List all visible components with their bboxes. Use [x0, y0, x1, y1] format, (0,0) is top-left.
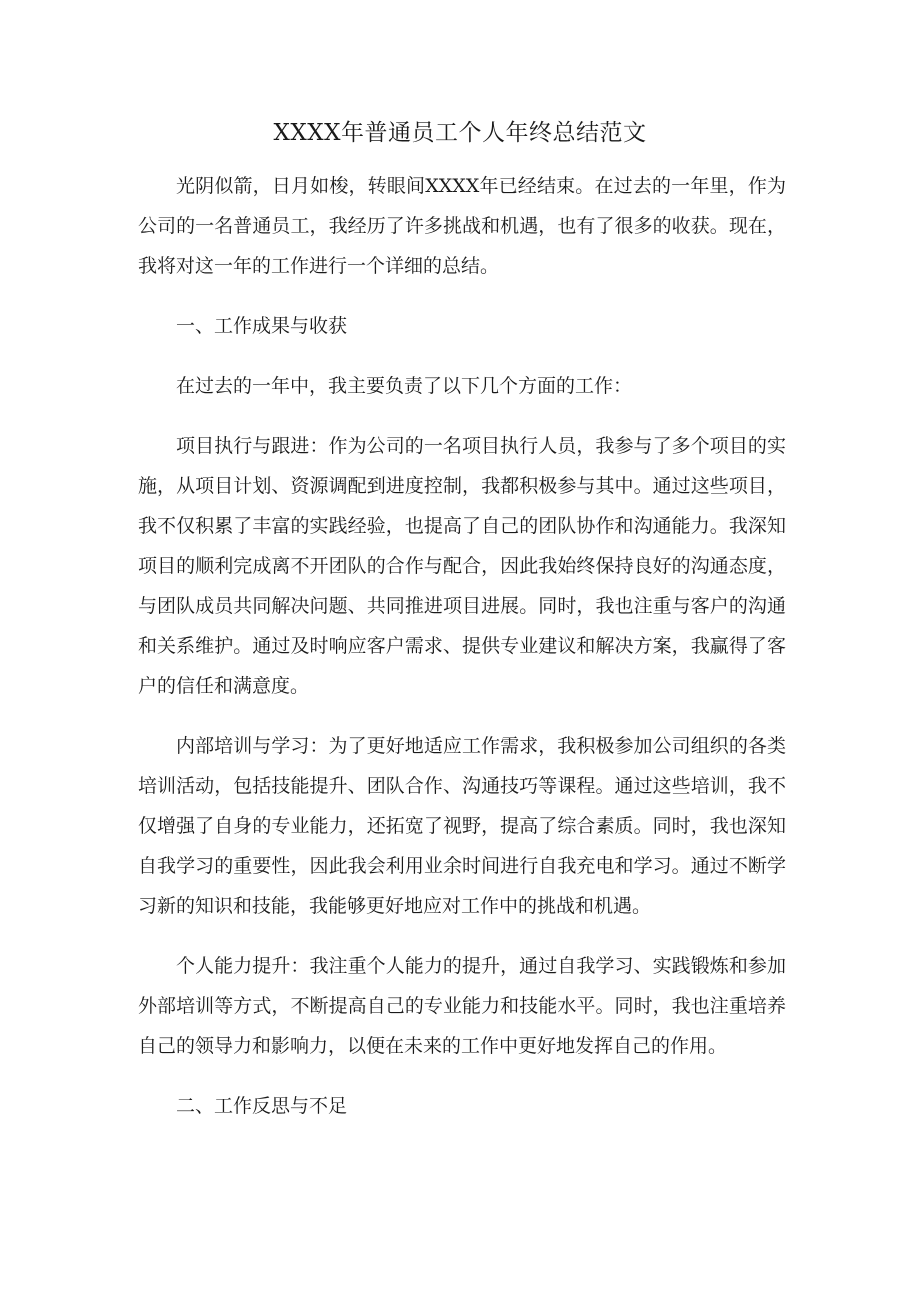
section-heading-1: 一、工作成果与收获: [176, 315, 348, 337]
paragraph-intro: 光阴似箭，日月如梭，转眼间XXXX年已经结束。在过去的一年里，作为公司的一名普通员工，我经历了许多挑战和机遇，也有了很多的收获。现在，我将对这一年的工作进行一个详细的总结。: [138, 175, 786, 277]
document-body: [138, 166, 786, 1146]
paragraph-project-execution: 项目执行与跟进：作为公司的一名项目执行人员，我参与了多个项目的实施，从项目计划、资源调配到进度控制，我都积极参与其中。通过这些项目，我不仅积累了丰富的实践经验，也提高了自己的团队协作和沟通能力。我深知项目的顺利完成离不开团队的合作与配合，因此我始终保持良好的沟通态度，与团队成员共同解决问题、共同推进项目进展。同时，我也注重与客户的沟通和关系维护。通过及时响应客户需求、提供专业建议和解决方案，我赢得了客户的信任和满意度。: [138, 435, 786, 697]
section-heading-2: 二、工作反思与不足: [176, 1095, 348, 1117]
paragraph-personal-growth: 个人能力提升：我注重个人能力的提升，通过自我学习、实践锻炼和参加外部培训等方式，不断提高自己的专业能力和技能水平。同时，我也注重培养自己的领导力和影响力，以便在未来的工作中更好地发挥自己的作用。: [138, 955, 786, 1057]
document-title: XXXX年普通员工个人年终总结范文: [273, 120, 647, 146]
paragraph-lead: 在过去的一年中，我主要负责了以下几个方面的工作：: [176, 375, 633, 397]
paragraph-internal-training: 内部培训与学习：为了更好地适应工作需求，我积极参加公司组织的各类培训活动，包括技能提升、团队合作、沟通技巧等课程。通过这些培训，我不仅增强了自身的专业能力，还拓宽了视野，提高了综合素质。同时，我也深知自我学习的重要性，因此我会利用业余时间进行自我充电和学习。通过不断学习新的知识和技能，我能够更好地应对工作中的挑战和机遇。: [138, 735, 786, 917]
